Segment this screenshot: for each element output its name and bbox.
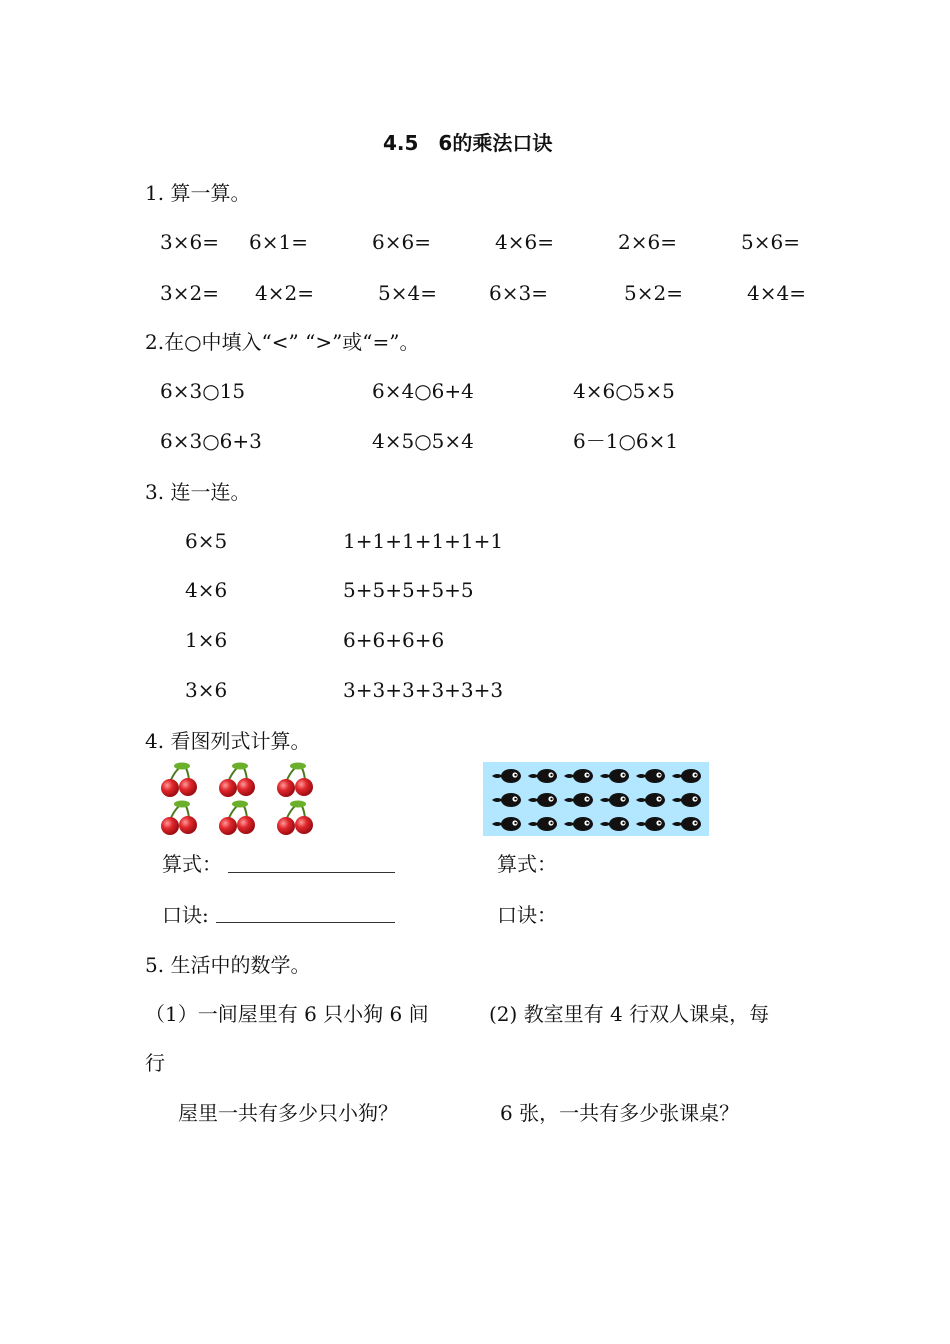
q2-item: 6×3○6+3 <box>160 429 262 453</box>
cherry-icon <box>219 801 255 836</box>
rhyme-label: 口诀: <box>162 903 209 927</box>
q1-item: 3×6= <box>160 230 219 254</box>
q2-item: 6－1○6×1 <box>573 429 679 453</box>
tadpoles-illustration <box>483 762 709 836</box>
q2-item: 4×5○5×4 <box>372 429 474 453</box>
q1-item: 5×2= <box>624 281 683 305</box>
q3-right-item: 1+1+1+1+1+1 <box>343 529 504 553</box>
problem-1-question: 屋里一共有多少只小狗？ <box>178 1101 398 1125</box>
cherry-icon <box>161 801 197 836</box>
rhyme-label: 口诀： <box>497 903 557 927</box>
q3-left-item: 3×6 <box>185 678 228 702</box>
q2-heading: 2.在○中填入“<” “>”或“=”。 <box>145 330 420 354</box>
page-title: 4.5 6的乘法口诀 <box>383 131 553 155</box>
q1-item: 2×6= <box>618 230 677 254</box>
q1-item: 4×6= <box>495 230 554 254</box>
formula-label: 算式： <box>162 852 222 876</box>
cherry-icon <box>161 763 197 798</box>
q3-left-item: 1×6 <box>185 628 228 652</box>
q3-left-item: 4×6 <box>185 578 228 602</box>
q2-item: 4×6○5×5 <box>573 379 675 403</box>
cherry-icon <box>219 763 255 798</box>
cherry-icon <box>277 763 313 798</box>
q1-item: 6×6= <box>372 230 431 254</box>
q5-heading: 5. 生活中的数学。 <box>145 953 311 977</box>
q2-item: 6×4○6+4 <box>372 379 474 403</box>
answer-blank[interactable] <box>228 872 395 873</box>
formula-label: 算式： <box>497 852 557 876</box>
q3-left-item: 6×5 <box>185 529 228 553</box>
q1-heading: 1. 算一算。 <box>145 181 251 205</box>
problem-2-question: 6 张，一共有多少张课桌？ <box>500 1101 740 1125</box>
problem-2-text: (2) 教室里有 4 行双人课桌，每 <box>489 1002 770 1026</box>
q3-right-item: 6+6+6+6 <box>343 628 445 652</box>
problem-1-text: （1）一间屋里有 6 只小狗 6 间 <box>145 1002 429 1026</box>
q3-right-item: 5+5+5+5+5 <box>343 578 474 602</box>
q1-item: 5×4= <box>378 281 437 305</box>
q4-heading: 4. 看图列式计算。 <box>145 729 311 753</box>
q1-item: 6×3= <box>489 281 548 305</box>
cherry-icon <box>277 801 313 836</box>
q1-item: 5×6= <box>741 230 800 254</box>
q1-item: 6×1= <box>249 230 308 254</box>
answer-blank[interactable] <box>216 922 395 923</box>
cherries-illustration <box>158 762 328 840</box>
q1-item: 4×4= <box>747 281 806 305</box>
problem-1-text-wrap: 行 <box>145 1051 165 1075</box>
q3-heading: 3. 连一连。 <box>145 480 251 504</box>
q3-right-item: 3+3+3+3+3+3 <box>343 678 504 702</box>
q2-item: 6×3○15 <box>160 379 246 403</box>
q1-item: 3×2= <box>160 281 219 305</box>
q1-item: 4×2= <box>255 281 314 305</box>
